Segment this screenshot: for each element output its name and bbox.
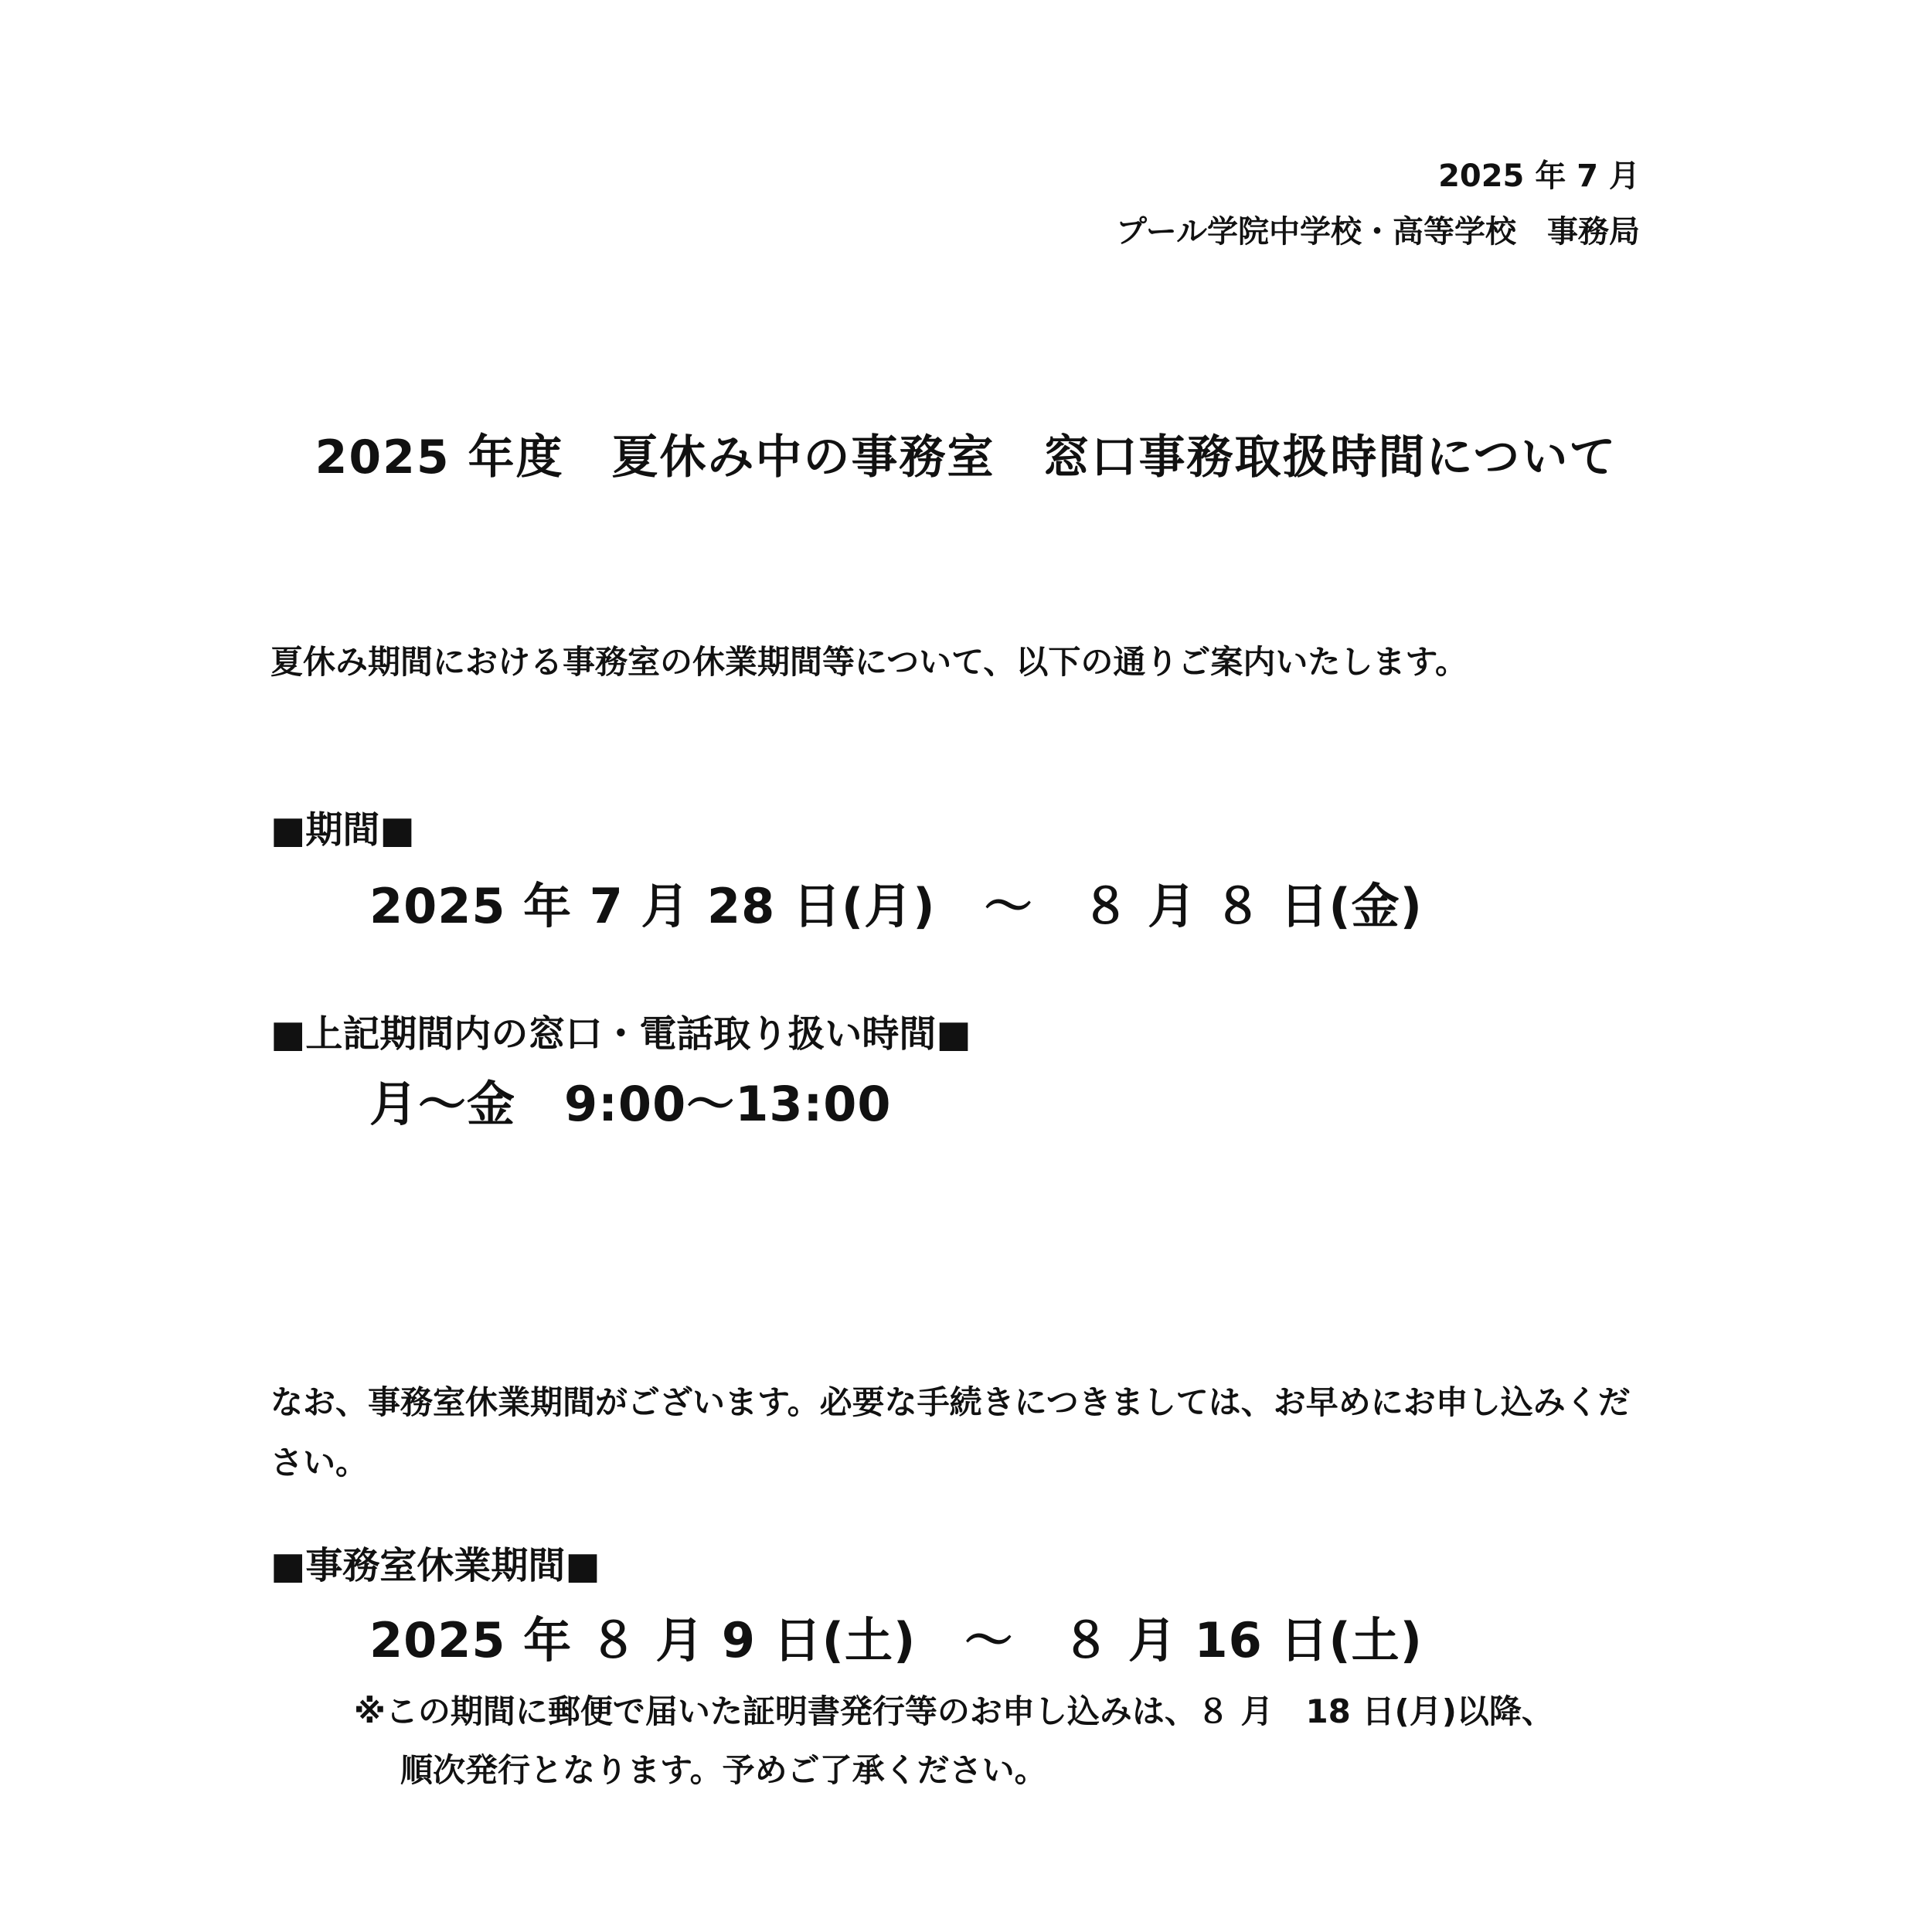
closure-value: 2025 年 ８ 月 9 日(土) ～ ８ 月 16 日(土): [369, 1612, 1423, 1668]
closure-heading: ■事務室休業期間■: [270, 1544, 600, 1587]
issue-date: 2025 年 7 月: [1438, 158, 1640, 194]
service-hours-heading: ■上記期間内の窓口・電話取り扱い時間■: [270, 1012, 971, 1056]
intro-text: 夏休み期間における事務室の休業期間等について、以下の通りご案内いたします。: [270, 643, 1468, 681]
closure-note-line-1: ※この期間に郵便で届いた証明書発行等のお申し込みは、８ 月 18 日(月)以降、: [354, 1692, 1554, 1730]
issuing-office: プール学院中学校・高等学校 事務局: [1116, 214, 1640, 250]
closure-note-line-2: 順次発行となります。予めご了承ください。: [400, 1751, 1047, 1789]
period-heading: ■期間■: [270, 808, 415, 852]
page-title: 2025 年度 夏休み中の事務室 窓口事務取扱時間について: [315, 430, 1617, 485]
closure-notice-text: なお、事務室休業期間がございます。必要な手続きにつきましては、お早めにお申し込みください。: [270, 1383, 1631, 1481]
period-value: 2025 年 7 月 28 日(月) ～ ８ 月 ８ 日(金): [369, 878, 1423, 934]
service-hours-value: 月～金 9:00～13:00: [369, 1076, 892, 1132]
